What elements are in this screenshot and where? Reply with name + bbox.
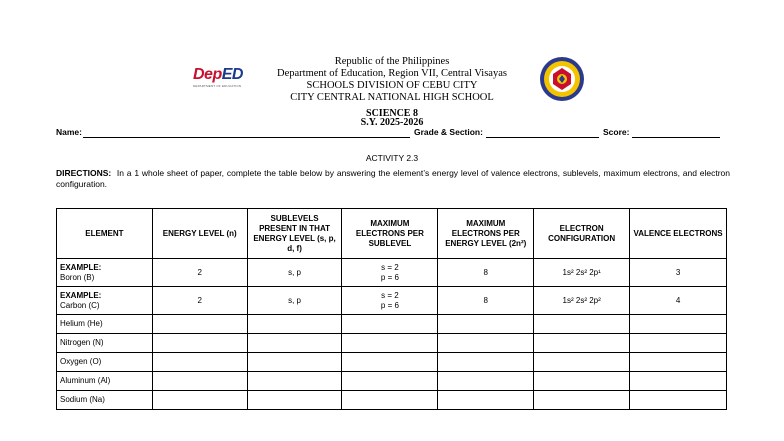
directions-label: DIRECTIONS: bbox=[56, 168, 112, 178]
cell-blank[interactable] bbox=[630, 315, 727, 334]
cell-blank[interactable] bbox=[152, 372, 247, 391]
cell-blank[interactable] bbox=[247, 353, 342, 372]
cell-max-per-level: 8 bbox=[438, 259, 534, 287]
deped-logo-text: DepED bbox=[193, 66, 243, 83]
header-sublevels: SUBLEVELS PRESENT IN THAT ENERGY LEVEL (s, p, d, f) bbox=[247, 209, 342, 259]
cell-blank[interactable] bbox=[438, 334, 534, 353]
cell-max-per-sublevel bbox=[342, 287, 438, 315]
header-school: CITY CENTRAL NATIONAL HIGH SCHOOL bbox=[290, 92, 494, 103]
cell-max-per-level: 8 bbox=[438, 287, 534, 315]
cell-element: Helium (He) bbox=[57, 315, 153, 334]
element-name: Boron (B) bbox=[60, 272, 95, 282]
example-label: EXAMPLE: bbox=[60, 290, 102, 300]
grade-section-label: Grade & Section: bbox=[414, 127, 483, 137]
table-row-example-boron bbox=[57, 259, 727, 287]
name-label: Name: bbox=[56, 127, 82, 137]
cell-element bbox=[57, 259, 153, 287]
header-energy-level: ENERGY LEVEL (n) bbox=[152, 209, 247, 259]
cell-blank[interactable] bbox=[152, 315, 247, 334]
cell-electron-config: 1s² 2s² 2p¹ bbox=[534, 259, 630, 287]
name-field[interactable] bbox=[83, 137, 410, 138]
cell-valence: 3 bbox=[630, 259, 727, 287]
cell-element: Aluminum (Al) bbox=[57, 372, 153, 391]
score-field[interactable] bbox=[632, 137, 720, 138]
cell-element bbox=[57, 287, 153, 315]
header-valence: VALENCE ELECTRONS bbox=[630, 209, 727, 259]
cell-blank[interactable] bbox=[534, 391, 630, 410]
cell-blank[interactable] bbox=[152, 391, 247, 410]
max-s: s = 2 bbox=[381, 262, 399, 272]
cell-blank[interactable] bbox=[630, 334, 727, 353]
directions bbox=[56, 168, 730, 190]
cell-sublevels: s, p bbox=[247, 287, 342, 315]
school-year: S.Y. 2025-2026 bbox=[360, 117, 424, 128]
max-p: p = 6 bbox=[380, 300, 399, 310]
activity-title: ACTIVITY 2.3 bbox=[365, 153, 419, 163]
table-row-helium bbox=[57, 315, 727, 334]
cell-blank[interactable] bbox=[342, 372, 438, 391]
header-department: Department of Education, Region VII, Central Visayas bbox=[277, 68, 507, 79]
grade-section-field[interactable] bbox=[486, 137, 599, 138]
cell-blank[interactable] bbox=[342, 334, 438, 353]
header-element: ELEMENT bbox=[57, 209, 153, 259]
table-header-row bbox=[57, 209, 727, 259]
cell-max-per-sublevel bbox=[342, 259, 438, 287]
cell-energy-level: 2 bbox=[152, 287, 247, 315]
subject-title: SCIENCE 8 bbox=[366, 108, 418, 119]
cell-sublevels: s, p bbox=[247, 259, 342, 287]
max-s: s = 2 bbox=[381, 290, 399, 300]
cell-energy-level: 2 bbox=[152, 259, 247, 287]
cell-blank[interactable] bbox=[438, 315, 534, 334]
cell-blank[interactable] bbox=[438, 391, 534, 410]
cell-blank[interactable] bbox=[630, 353, 727, 372]
table-row-nitrogen bbox=[57, 334, 727, 353]
cell-blank[interactable] bbox=[152, 334, 247, 353]
table-row-oxygen bbox=[57, 353, 727, 372]
table-row-aluminum bbox=[57, 372, 727, 391]
cell-blank[interactable] bbox=[342, 353, 438, 372]
cell-blank[interactable] bbox=[630, 391, 727, 410]
header-republic: Republic of the Philippines bbox=[334, 56, 450, 67]
deped-logo-subtext: DEPARTMENT OF EDUCATION bbox=[193, 84, 242, 88]
element-name: Carbon (C) bbox=[60, 300, 100, 310]
cell-blank[interactable] bbox=[534, 353, 630, 372]
cell-blank[interactable] bbox=[438, 353, 534, 372]
cell-element: Nitrogen (N) bbox=[57, 334, 153, 353]
cell-blank[interactable] bbox=[247, 334, 342, 353]
cell-blank[interactable] bbox=[342, 391, 438, 410]
table-row-sodium bbox=[57, 391, 727, 410]
header-electron-config: ELECTRON CONFIGURATION bbox=[534, 209, 630, 259]
cell-blank[interactable] bbox=[534, 315, 630, 334]
cell-element: Sodium (Na) bbox=[57, 391, 153, 410]
cell-blank[interactable] bbox=[438, 372, 534, 391]
student-info-row bbox=[56, 127, 728, 139]
cell-blank[interactable] bbox=[247, 391, 342, 410]
header-division: SCHOOLS DIVISION OF CEBU CITY bbox=[306, 80, 478, 91]
cell-blank[interactable] bbox=[247, 315, 342, 334]
cell-blank[interactable] bbox=[534, 372, 630, 391]
header-max-per-level: MAXIMUM ELECTRONS PER ENERGY LEVEL (2n²) bbox=[438, 209, 534, 259]
cell-blank[interactable] bbox=[342, 315, 438, 334]
score-label: Score: bbox=[603, 127, 630, 137]
cell-blank[interactable] bbox=[247, 372, 342, 391]
cell-blank[interactable] bbox=[534, 334, 630, 353]
cell-element: Oxygen (O) bbox=[57, 353, 153, 372]
cell-blank[interactable] bbox=[630, 372, 727, 391]
table-row-example-carbon bbox=[57, 287, 727, 315]
cell-electron-config: 1s² 2s² 2p² bbox=[534, 287, 630, 315]
activity-table bbox=[56, 208, 727, 410]
max-p: p = 6 bbox=[380, 272, 399, 282]
cell-valence: 4 bbox=[630, 287, 727, 315]
directions-text: In a 1 whole sheet of paper, complete the table below by answering the element’s energy level of valence electrons, sublevels, maximum electrons, and electron configuration. bbox=[56, 168, 730, 189]
header-max-per-sublevel: MAXIMUM ELECTRONS PER SUBLEVEL bbox=[342, 209, 438, 259]
example-label: EXAMPLE: bbox=[60, 262, 102, 272]
cell-blank[interactable] bbox=[152, 353, 247, 372]
